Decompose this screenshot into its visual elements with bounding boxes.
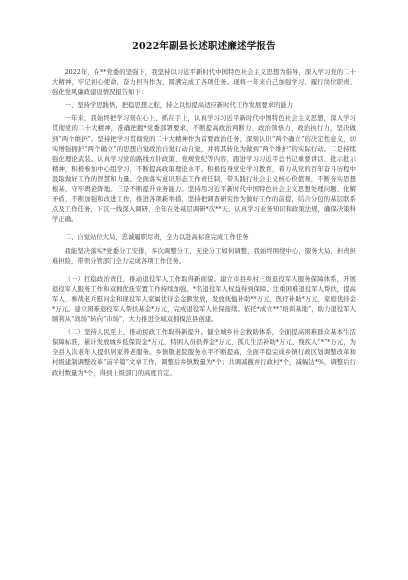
section-one-body: 一年来，我始终把学习刻在心上、抓在手上，认真学习习近平新时代中国特色社会主义思想，深入学习贯彻党的二十大精神，准确把握*党委部署要求，不断提高政治判断力、政治领悟力、政治执行力，坚决做到“两个维护”。坚持把学习贯彻党的二十大精神作为首要政治任务，深刻认识“两个确立”的决定性意义，切实增强拥护“两个确立”的思想自觉政治自觉行动自觉，并将其转化为做到“两个维护”的实际行动。二是持续强化理论武装。认真学习党的路线方针政策、党规党纪等内容，跟进学习习近平总书记重要讲话、批示批示精神，积极参加中心组学习，不断提高政策理论水平。积极投身党史学习教育，着力从党的百年奋斗历程中汲取做好工作的智慧和力量。全面落实意识形态工作责任制，带头践行社会主义核心价值观，不断夯实思想根基，守牢舆论阵地。三是不断提升业务能力。坚持用习近平新时代中国特色社会主义思想处理问题、化解矛盾，不断加强和改进工作，推进各项新举措，坚持把调查研究作为做好工作的前提，结合分包的基层联系点及工作任务，下沉一线深入调研，全年在处基层调研*次**天，认真学习业务知识和政策法规，确保决策科学正确。 xyxy=(52,115,356,224)
intro-paragraph: 2022年，在**党委的坚强下，我坚持以习近平新时代中国特色社会主义思想为指导，深入学习党的二十大精神，牢记初心使命，奋力担当作为，圆满完成了各项任务。现将一年来自己加强学习、履行岗位职责、强化党风廉政建设情况报告如下： xyxy=(52,69,356,97)
section-two-heading: 二、自觉站位大局，忠诚履职尽责，全力以赴高标准完成工作任务 xyxy=(64,234,249,242)
report-page xyxy=(52,38,356,382)
veterans-work-paragraph: （一）扛稳政治责任，推动退役军人工作取得新面貌。建立市县乡村三级退役军人服务保障体系，开展退役军人服务工作和双拥优抚安置工作持续加强。*名退役军人权益得到保障。注重困难退役军人帮扶，提高军人、参战老兵慰问金和现役军人家属优待金金额发放，发放抚恤补助**万元、医疗补助*万元、家庭优待金*万元。建立困难退役军人帮扶基金*万元，完成退役军人社保接续。依托*成立**“培训基地”，助力退役军人顺利从“战场”转向“市场”，大力推进全域双拥模范县创建。 xyxy=(52,275,356,324)
report-title: 2022年副县长述职述廉述学报告 xyxy=(132,41,276,52)
section-two-intro: 我能坚决落实*党委分工安排，多次调整分工，无论分工如何调整，我始终围绕中心，服务大局，担责担难担险，带领分管部门全力完成各项工作任务。 xyxy=(52,247,356,265)
section-one-heading: 一、坚持学思践悟，把稳思想之舵，持之以恒提高适应新时代工作发展要求的能力 xyxy=(64,102,294,110)
civil-affairs-paragraph: （二）坚持人民至上，推动民政工作取得新提升。健全城乡社会救助体系，全面提高困难群众基本生活保障标准，累计发放城乡低保资金*万元，特困人员供养金*万元、孤儿生活补助*万元、残疾人“*”*万元，为全县入次老年人提供居家养老服务。乡镇敬老院服务水平不断提高，全面平稳完成乡镇行政区划调整改革和村级建制调整改革“前半篇”文章工作，调整后乡镇数量为*个；共调减撤并行政村*个，减幅达*%，调整后行政村数量为*个，得到上级部门的高度肯定。 xyxy=(52,329,356,377)
